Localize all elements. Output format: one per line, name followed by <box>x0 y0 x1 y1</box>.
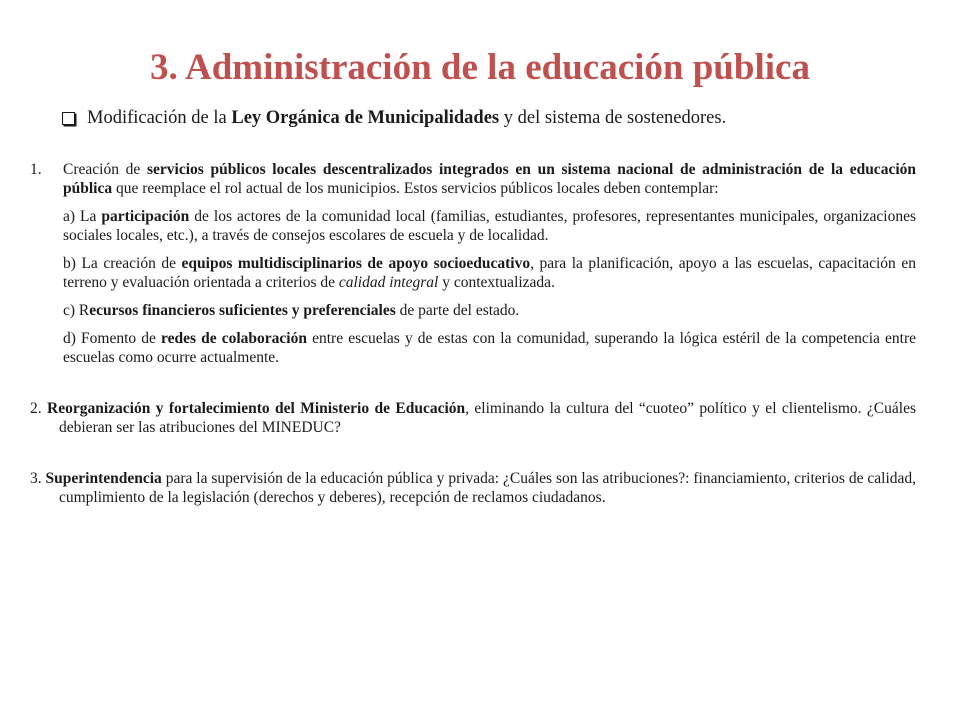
subitem-b-pre: b) La creación de <box>63 255 182 272</box>
subitem-a-pre: a) La <box>63 208 102 225</box>
item3-bold: Superintendencia <box>45 470 162 487</box>
list-item-2 <box>30 399 916 437</box>
subtitle-bold: Ley Orgánica de Municipalidades <box>231 108 500 128</box>
subitem-b-italic: calidad integral <box>338 274 439 291</box>
subitem-d <box>63 329 916 367</box>
subitem-d-pre: d) Fomento de <box>63 330 161 347</box>
item1-bold: servicios públicos locales descentralizados integrados en un sistema nacional de administración de la educación pública <box>63 161 916 197</box>
subitem-b-post: y contextualizada. <box>438 274 555 291</box>
list-number-2: 2. <box>30 400 48 417</box>
subitem-c-post: de parte del estado. <box>395 302 520 319</box>
checkbox-bullet-icon <box>62 112 75 125</box>
list-number-3: 3. <box>30 470 46 487</box>
subtitle-text <box>87 106 726 130</box>
item1-post: que reemplace el rol actual de los municipios. Estos servicios públicos locales deben contemplar: <box>112 180 719 197</box>
subitem-a-bold: participación <box>101 208 190 225</box>
content-body <box>30 160 916 507</box>
list-item-1-text <box>63 160 916 198</box>
subitem-a-post: de los actores de la comunidad local (familias, estudiantes, profesores, representantes municipales, organizaciones sociales locales, etc.), a través de consejos escolares de escuela y de localidad. <box>63 208 917 244</box>
list-number-1: 1. <box>30 161 42 178</box>
subitem-a <box>63 207 916 245</box>
list-item-1 <box>30 160 916 198</box>
subitem-d-post: entre escuelas y de estas con la comunidad, superando la lógica estéril de la competencia entre escuelas como ocurre actualmente. <box>63 330 916 366</box>
item2-post: , eliminando la cultura del “cuoteo” político y el clientelismo. ¿Cuáles debieran ser las atribuciones del MINEDUC? <box>59 400 916 436</box>
list-item-3 <box>30 469 916 507</box>
subitem-b <box>63 254 916 292</box>
subitem-c <box>63 301 916 320</box>
subitem-b-mid: , para la planificación, apoyo a las escuelas, capacitación en terreno y evaluación orientada a criterios de <box>63 255 916 291</box>
subtitle-pre: Modificación de la <box>87 108 232 128</box>
subtitle-post: y del sistema de sostenedores. <box>499 108 727 128</box>
subitem-b-bold: equipos multidisciplinarios de apoyo socioeducativo <box>181 255 531 272</box>
item2-bold: Reorganización y fortalecimiento del Ministerio de Educación <box>47 400 466 417</box>
subitem-d-bold: redes de colaboración <box>161 330 307 347</box>
item1-pre: Creación de <box>63 161 147 178</box>
subitem-c-bold: ecursos financieros suficientes y preferenciales <box>89 302 396 319</box>
subitem-c-pre: c) R <box>63 302 90 319</box>
item3-post: para la supervisión de la educación pública y privada: ¿Cuáles son las atribuciones?: financiamiento, criterios de calidad, cumplimiento de la legislación (derechos y deberes), recepción de reclamos ciudadanos. <box>59 470 917 506</box>
subtitle <box>62 106 922 130</box>
slide-title: 3. Administración de la educación pública <box>150 47 810 88</box>
